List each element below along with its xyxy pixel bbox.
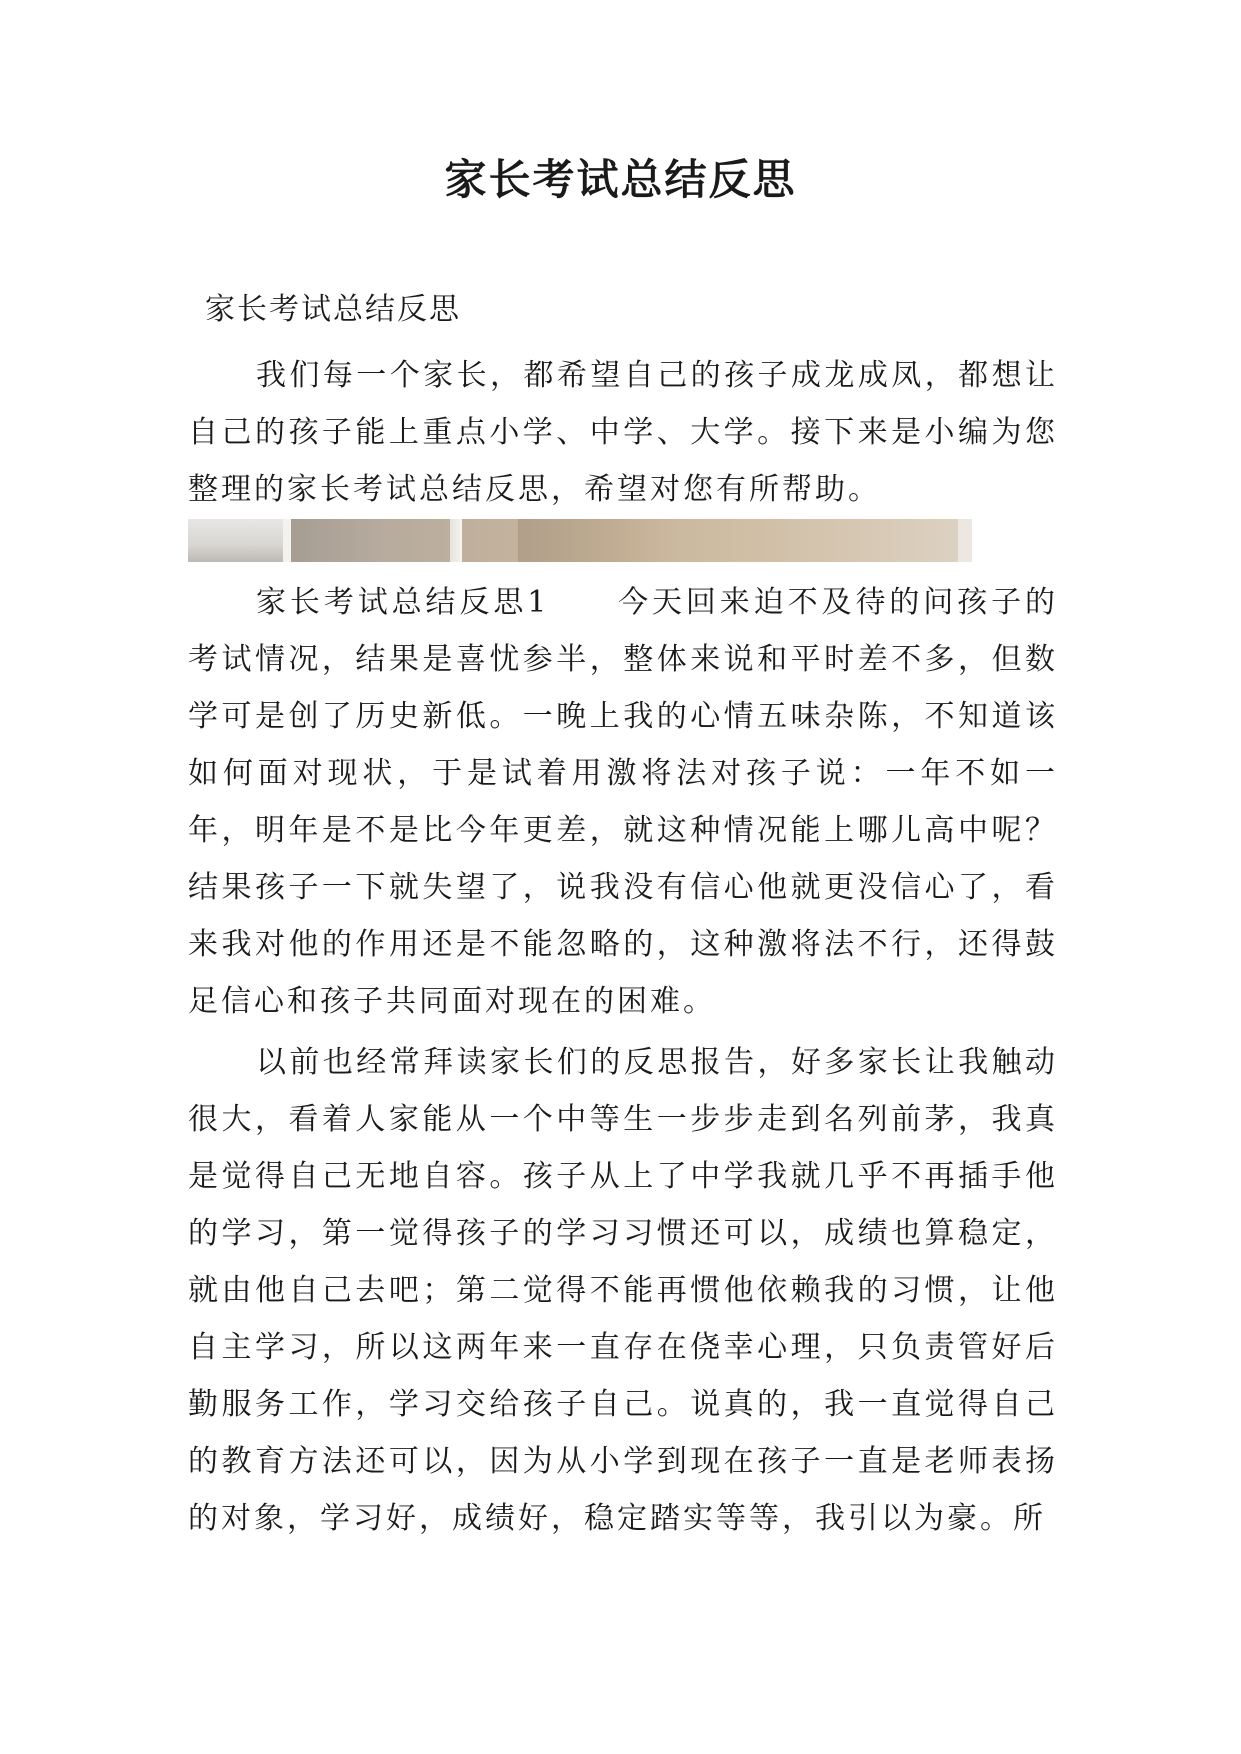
photo-shadow (518, 519, 678, 562)
body-paragraph-2: 以前也经常拜读家长们的反思报告，好多家长让我触动很大，看着人家能从一个中等生一步步走到名列前茅，我真是觉得自己无地自容。孩子从上了中学我就几乎不再插手他的学习，第一觉得孩子的学习习惯还可以，成绩也算稳定，就由他自己去吧；第二觉得不能再惯他依赖我的习惯，让他自主学习，所以这两年来一直存在侥幸心理，只负责管好后勤服务工作，学习交给孩子自己。说真的，我一直觉得自己的教育方法还可以，因为从小学到现在孩子一直是老师表扬的对象，学习好，成绩好，稳定踏实等等，我引以为豪。所 (188, 1045, 1058, 1536)
body-paragraph-1: 家长考试总结反思1 今天回来迫不及待的问孩子的考试情况，结果是喜忧参半，整体来说和平时差不多，但数学可是创了历史新低。一晚上我的心情五味杂陈，不知道该如何面对现状，于是试着用激将法对孩子说：一年不如一年，明年是不是比今年更差，就这种情况能上哪儿高中呢？结果孩子一下就失望了，说我没有信心他就更没信心了，看来我对他的作用还是不能忽略的，这种激将法不行，还得鼓足信心和孩子共同面对现在的困难。 (188, 585, 1058, 1019)
photo-panel (958, 519, 972, 562)
photo-desk-edge (283, 519, 291, 562)
document-subtitle: 家长考试总结反思 (205, 292, 461, 327)
document-title: 家长考试总结反思 (444, 155, 797, 204)
article-photo (188, 519, 972, 562)
photo-desk-surface (188, 519, 283, 562)
intro-paragraph: 我们每一个家长，都希望自己的孩子成龙成凤，都想让自己的孩子能上重点小学、中学、大学。接下来是小编为您整理的家长考试总结反思，希望对您有所帮助。 (188, 358, 1058, 507)
photo-desk-leg (450, 519, 462, 562)
